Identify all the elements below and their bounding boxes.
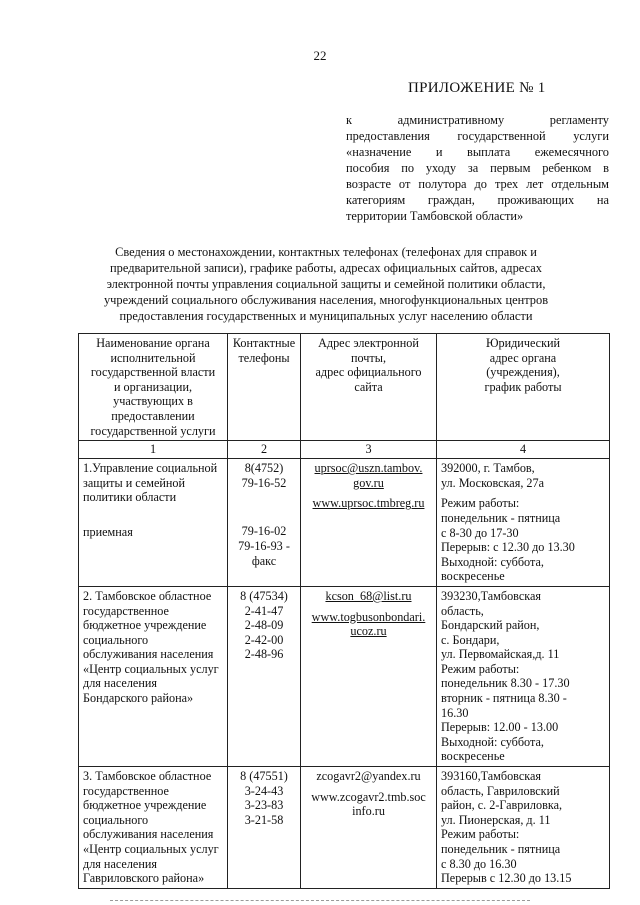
email-site-cell bbox=[301, 586, 437, 766]
header-phones: Контактные телефоны bbox=[228, 334, 301, 441]
appendix-note-line: территории Тамбовской области» bbox=[346, 209, 524, 223]
phones-cell: 8 (47551) 3-24-43 3-23-83 3-21-58 bbox=[228, 767, 301, 889]
appendix-note-line: категориям граждан, проживающих на bbox=[346, 193, 609, 207]
heading-line: учреждений социального обслуживания населения, многофункциональных центров bbox=[103, 293, 549, 307]
page-bottom-edge bbox=[110, 900, 530, 903]
email-site-cell bbox=[301, 767, 437, 889]
column-number: 1 bbox=[79, 441, 228, 459]
appendix-note-line: возрасте от полутора до трех лет отдельным bbox=[346, 177, 609, 191]
email-link[interactable]: kcson_68@list.ru bbox=[325, 588, 412, 603]
column-number-row bbox=[79, 441, 610, 459]
contacts-table bbox=[78, 333, 610, 889]
appendix-note-line: к административному регламенту bbox=[346, 113, 609, 127]
organ-name-cell: 3. Тамбовское областное государственное бюджетное учреждение социального обслуживания населения «Центр социальных услуг для населения Гавриловского района» bbox=[79, 767, 228, 889]
header-email-site: Адрес электронной почты, адрес официального сайта bbox=[301, 334, 437, 441]
table-header-row bbox=[79, 334, 610, 441]
column-number: 2 bbox=[228, 441, 301, 459]
address-schedule-cell: 393160,Тамбовская область, Гавриловский район, с. 2-Гавриловка, ул. Пионерская, д. 11 Режим работы: понедельник - пятница с 8.30 до 16.30 Перерыв с 12.30 до 13.15 bbox=[437, 767, 610, 889]
organ-name-cell: 1.Управление социальной защиты и семейной политики области приемная bbox=[79, 459, 228, 587]
heading-line: Сведения о местонахождении, контактных телефонах (телефонах для справок и bbox=[115, 245, 537, 259]
address-schedule-cell: 392000, г. Тамбов, ул. Московская, 27а Режим работы: понедельник - пятница с 8-30 до 17-30 Перерыв: с 12.30 до 13.30 Выходной: суббота, воскресенье bbox=[437, 459, 610, 587]
phones-cell: 8(4752) 79-16-52 79-16-02 79-16-93 - факс bbox=[228, 459, 301, 587]
page-number: 22 bbox=[313, 48, 327, 63]
column-number: 3 bbox=[301, 441, 437, 459]
heading-line: предварительной записи), графике работы, адресах официальных сайтов, адресах bbox=[110, 261, 542, 275]
appendix-note-line: предоставления государственной услуги bbox=[346, 129, 609, 143]
email-site-cell bbox=[301, 459, 437, 587]
appendix-note-line: пособия по уходу за первым ребенком в bbox=[346, 161, 609, 175]
appendix-title: ПРИЛОЖЕНИЕ № 1 bbox=[408, 80, 546, 96]
heading-line: электронной почты управления социальной защиты и семейной политики области, bbox=[106, 277, 546, 291]
heading-line: предоставления государственных и муниципальных услуг населению области bbox=[119, 309, 533, 323]
table-row bbox=[79, 586, 610, 766]
document-heading bbox=[86, 244, 566, 324]
table-row bbox=[79, 767, 610, 889]
organ-name-cell: 2. Тамбовское областное государственное бюджетное учреждение социального обслуживания населения «Центр социальных услуг для населения Бондарского района» bbox=[79, 586, 228, 766]
site-link[interactable]: www.togbusonbondari. bbox=[311, 609, 426, 624]
site-link[interactable]: ucoz.ru bbox=[350, 624, 387, 639]
address-schedule-cell: 393230,Тамбовская область, Бондарский район, с. Бондари, ул. Первомайская,д. 11 Режим работы: понедельник 8.30 - 17.30 вторник - пятница 8.30 - 16.30 Перерыв: 12.00 - 13.00 Выходной: суббота, воскресенье bbox=[437, 586, 610, 766]
appendix-note-line: «назначение и выплата ежемесячного bbox=[346, 145, 609, 159]
phones-cell: 8 (47534) 2-41-47 2-48-09 2-42-00 2-48-96 bbox=[228, 586, 301, 766]
header-organ-name: Наименование органа исполнительной государственной власти и организации, участвующих в предоставлении государственной услуги bbox=[79, 334, 228, 441]
reception-label: приемная bbox=[83, 524, 133, 539]
email-link[interactable]: gov.ru bbox=[353, 475, 384, 490]
email-link[interactable]: uprsoc@uszn.tambov. bbox=[314, 461, 423, 476]
site-link[interactable]: www.uprsoc.tmbreg.ru bbox=[312, 496, 425, 511]
table-row bbox=[79, 459, 610, 587]
header-address-schedule: Юридический адрес органа (учреждения), график работы bbox=[437, 334, 610, 441]
site-text[interactable]: info.ru bbox=[352, 804, 385, 819]
column-number: 4 bbox=[437, 441, 610, 459]
email-text[interactable]: zcogavr2@yandex.ru bbox=[316, 769, 421, 784]
site-text[interactable]: www.zcogavr2.tmb.soc bbox=[311, 789, 426, 804]
appendix-note bbox=[346, 112, 609, 224]
